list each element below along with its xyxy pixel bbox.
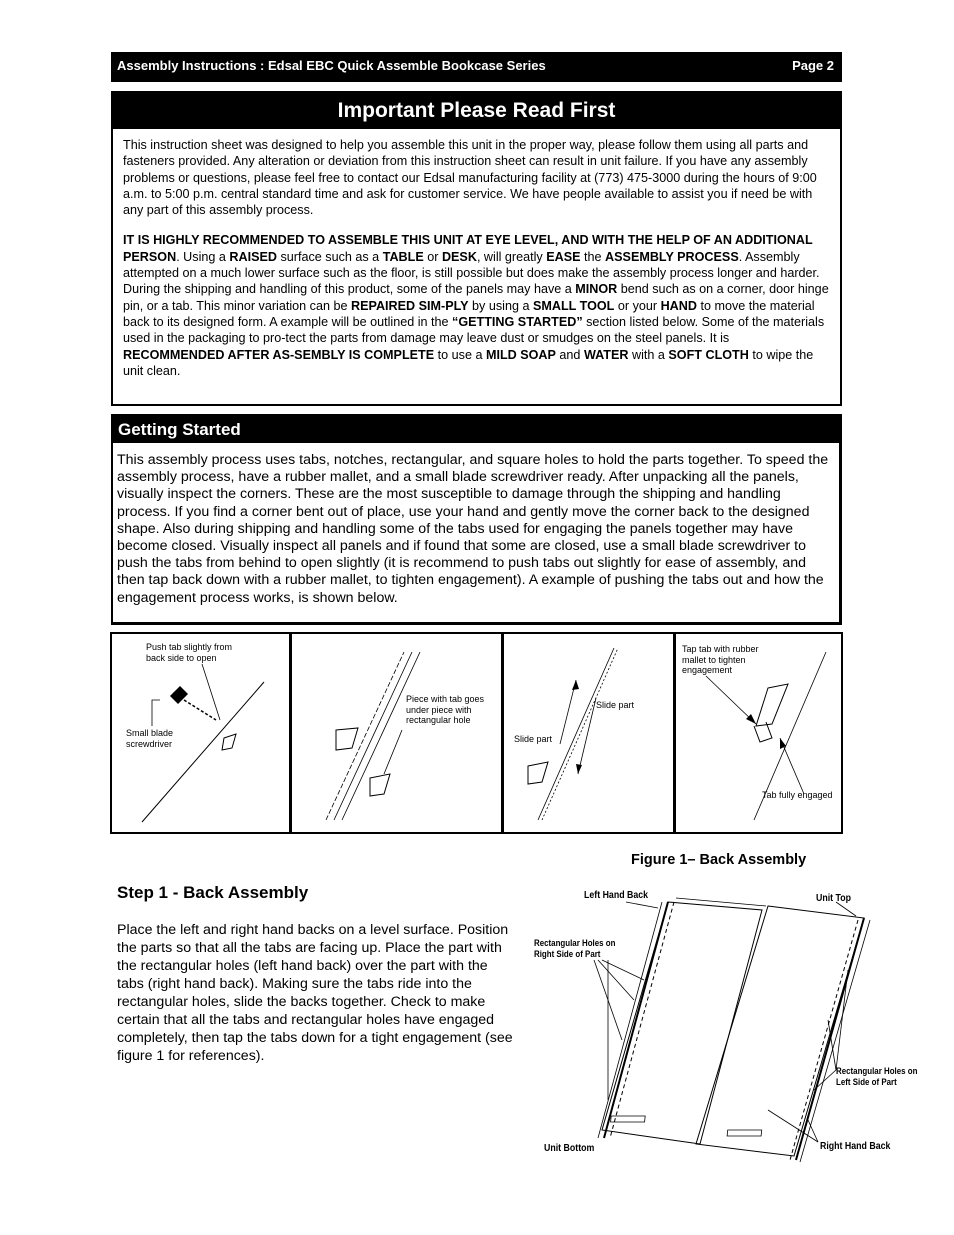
- emphasis-text: MINOR: [575, 282, 618, 297]
- body-text: to wipe the unit clean.: [123, 347, 814, 378]
- tab-under-hole-drawing: [292, 634, 504, 832]
- getting-started-title: Getting Started: [113, 416, 839, 443]
- emphasis-text: MILD SOAP: [485, 347, 556, 362]
- body-text: section listed below. Some of the materials used in the packaging to pro-tect the parts from damage may leave dust or smudges on the steel panels. It is: [123, 314, 825, 346]
- emphasis-text: SMALL TOOL: [532, 298, 615, 313]
- emphasis-text: WATER: [583, 347, 629, 362]
- slide-part-label-2: Slide part: [596, 700, 635, 710]
- body-text: to move the material back to its designed form. A example will be outlined in the: [123, 298, 815, 329]
- slide-part-label-1: Slide part: [514, 734, 553, 744]
- illustration-tab-under-hole: [292, 634, 504, 832]
- header-title: Assembly Instructions : Edsal EBC Quick Assemble Bookcase Series: [117, 58, 546, 73]
- important-section: [111, 91, 842, 406]
- body-text: , will greatly: [476, 249, 547, 264]
- body-text: with a: [628, 347, 669, 362]
- tap-tab-label: Tap tab with rubber mallet to tighten engagement: [682, 644, 759, 675]
- emphasis-text: TABLE: [382, 249, 424, 264]
- left-hand-back-label: Left Hand Back: [584, 890, 649, 901]
- getting-started-section: [111, 414, 842, 625]
- page-header: [111, 52, 842, 82]
- getting-started-body: This assembly process uses tabs, notches, rectangular, and square holes to hold the parts together. To speed the assembly process, have a rubber mallet, and a small blade screwdriver ready. After unpacking all the panels, visually inspect the corners. These are the most susceptible to damage through the shipping and handling process. If you find a corner bent out of place, use your hand and gently move the corner back to the designed shape. Also during shipping and handling some of the tabs used for engaging the panels together may have become closed. Visually inspect all panels and if found that some are closed, use a small blade screwdriver to push the tabs from behind to open slightly (it is recommend to push tabs out slightly for ease of assembly, and then tap back down with a rubber mallet, to tighten engagement). A example of pushing the tabs out and how the engagement process works, is shown below.: [117, 452, 829, 606]
- important-body: [113, 129, 840, 379]
- body-text: or: [423, 249, 442, 264]
- emphasis-text: SOFT CLOTH: [668, 347, 749, 362]
- screwdriver-label: Small blade screwdriver: [126, 728, 174, 749]
- emphasis-text: IT IS HIGHLY RECOMMENDED TO ASSEMBLE THIS UNIT AT EYE LEVEL, AND WITH THE HELP OF AN ADDITIONAL PERSON: [123, 233, 813, 264]
- unit-bottom-label: Unit Bottom: [544, 1143, 595, 1154]
- important-paragraph-1: This instruction sheet was designed to help you assemble this unit in the proper way, please follow them using all parts and fasteners provided. Any alteration or deviation from this instruction sheet can result in unit failure. If you have any assembly problems or questions, please feel free to contact our Edsal manufacturing facility at (773) 475-3000 during the hours of 9:00 a.m. to 5:00 p.m. central standard time and ask for customer service. We have people available to assist you if need be with any part of this assembly process.: [123, 138, 817, 218]
- unit-top-label: Unit Top: [816, 893, 852, 904]
- body-text: bend such as on a corner, door hinge pin, or a tab. This minor variation can be: [123, 282, 829, 313]
- rect-holes-left-label: Rectangular Holes on Left Side of Part: [836, 1066, 918, 1087]
- emphasis-text: ASSEMBLY PROCESS: [605, 249, 739, 264]
- illustration-tap-tab: [676, 634, 841, 832]
- back-assembly-diagram: [518, 880, 928, 1170]
- body-text: and: [555, 347, 584, 362]
- figure-caption: Figure 1– Back Assembly: [631, 852, 807, 868]
- emphasis-text: EASE: [546, 249, 581, 264]
- body-text: by using a: [468, 298, 533, 313]
- rect-holes-right-label: Rectangular Holes on Right Side of Part: [534, 938, 616, 959]
- body-text: . Assembly attempted on a much lower surface such as the floor, is still possible but does make the assembly process longer and harder. During the shipping and handling of this product, some of the panels may have a: [123, 249, 820, 297]
- body-text: or your: [614, 298, 661, 313]
- illustration-push-tab: [112, 634, 292, 832]
- emphasis-text: RECOMMENDED AFTER AS-SEMBLY IS COMPLETE: [123, 347, 435, 362]
- step1-title: Step 1 - Back Assembly: [117, 883, 309, 902]
- piece-label: Piece with tab goes under piece with rectangular hole: [406, 694, 485, 725]
- slide-part-drawing: [504, 634, 676, 832]
- right-hand-back-label: Right Hand Back: [820, 1141, 891, 1152]
- body-text: to use a: [434, 347, 486, 362]
- important-paragraph-2: [123, 232, 830, 379]
- step1-body: Place the left and right hand backs on a level surface. Position the parts so that all the tabs are facing up. Place the part with the rectangular holes (left hand back) over the part with the tabs (right hand back). Making sure the tabs ride into the rectangular holes, slide the backs together. Check to make certain that all the tabs and rectangular holes have engaged completely, then tap the tabs down for a tight engagement (see figure 1 for references).: [117, 922, 513, 1064]
- tab-illustration-strip: [110, 632, 843, 834]
- illustration-slide-part: [504, 634, 676, 832]
- emphasis-text: REPAIRED SIM-PLY: [350, 298, 469, 313]
- body-text: . Using a: [176, 249, 230, 264]
- page-number: Page 2: [792, 58, 834, 73]
- important-title: Important Please Read First: [113, 93, 840, 129]
- emphasis-text: HAND: [660, 298, 697, 313]
- emphasis-text: “GETTING STARTED”: [452, 314, 583, 329]
- emphasis-text: RAISED: [229, 249, 277, 264]
- body-text: the: [580, 249, 606, 264]
- body-text: surface such as a: [276, 249, 383, 264]
- emphasis-text: DESK: [441, 249, 477, 264]
- tab-engaged-label: Tab fully engaged: [762, 790, 833, 800]
- push-tab-label: Push tab slightly from back side to open: [146, 642, 233, 663]
- back-assembly-drawing: [518, 880, 928, 1170]
